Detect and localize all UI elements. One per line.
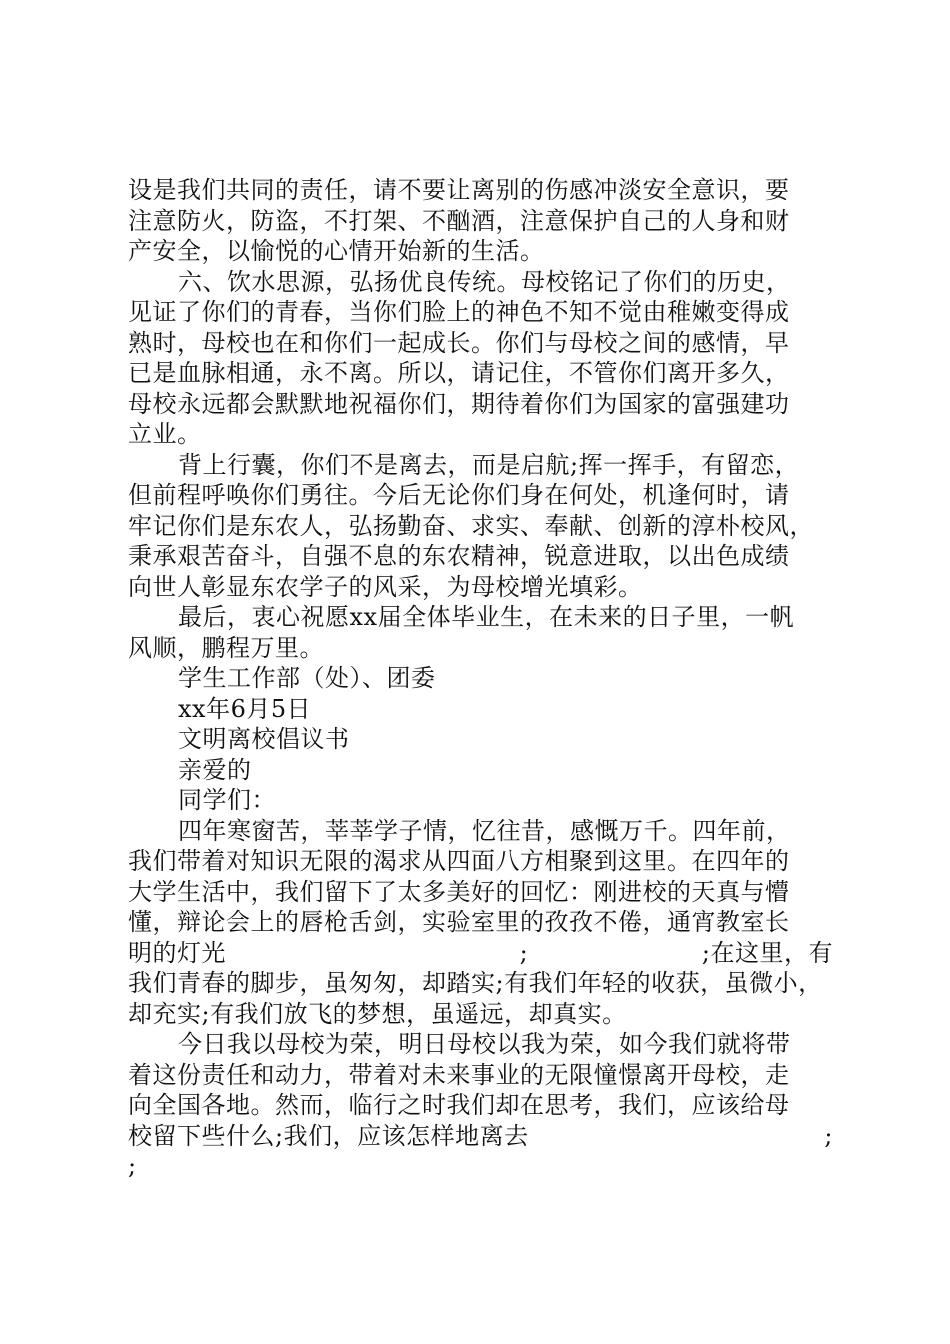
document-line: 四年寒窗苦，莘莘学子情，忆往昔，感慨万千。四年前， (178, 816, 791, 845)
text-segment: ; (824, 1121, 833, 1150)
document-line: 设是我们共同的责任，请不要让离别的伤感冲淡安全意识，要 (128, 176, 790, 204)
document-line: 但前程呼唤你们勇往。今后无论你们身在何处，机逢何时，请 (128, 481, 790, 509)
document-line: 背上行囊，你们不是离去，而是启航;挥一挥手，有留恋， (178, 450, 800, 479)
document-line: 文明离校倡议书 (178, 725, 350, 753)
document-line: 最后，衷心祝愿xx届全体毕业生，在未来的日子里，一帆 (178, 603, 795, 631)
document-line: 牢记你们是东农人，弘扬勤奋、求实、奉献、创新的淳朴校风， (128, 511, 814, 540)
text-segment: 校留下些什么;我们，应该怎样地离去 (128, 1121, 529, 1150)
document-line: 同学们： (178, 786, 276, 814)
document-line: ; (128, 1152, 137, 1180)
paragraph-block-a (128, 175, 833, 938)
document-line: 我们青春的脚步，虽匆匆，却踏实;有我们年轻的收获，虽微小， (128, 969, 823, 997)
document-line: 我们带着对知识无限的渴求从四面八方相聚到这里。在四年的 (128, 847, 790, 875)
document-line: 着这份责任和动力，带着对未来事业的无限憧憬离开母校，走 (128, 1060, 790, 1089)
paragraph-block-b (128, 968, 833, 1121)
document-line: 见证了你们的青春，当你们脸上的神色不知不觉由稚嫩变得成 (128, 298, 790, 326)
document-line: 母校永远都会默默地祝福你们，期待着你们为国家的富强建功 (128, 389, 790, 418)
split-line-leave (128, 1121, 833, 1152)
document-line: 注意防火，防盗，不打架、不酗酒，注意保护自己的人身和财 (128, 206, 790, 235)
document-line: 懂，辩论会上的唇枪舌剑，实验室里的孜孜不倦，通宵教室长 (128, 908, 790, 936)
document-line: 亲爱的 (178, 755, 252, 784)
split-line-lamp (128, 938, 833, 969)
text-segment: ;在这里，有 (701, 938, 833, 967)
document-line: 产安全，以愉悦的心情开始新的生活。 (128, 237, 545, 265)
document-line: 今日我以母校为荣，明日母校以我为荣，如今我们就将带 (178, 1030, 791, 1058)
document-line: 六、饮水思源，弘扬优良传统。母校铭记了你们的历史， (178, 267, 791, 296)
document-line: xx年6月5日 (178, 694, 312, 723)
document-line: 向世人彰显东农学子的风采，为母校增光填彩。 (128, 572, 643, 601)
document-line: 立业。 (128, 420, 202, 448)
text-segment: ; (519, 938, 529, 967)
document-line: 却充实;有我们放飞的梦想，虽遥远，却真实。 (128, 999, 627, 1028)
document-line: 熟时，母校也在和你们一起成长。你们与母校之间的感情，早 (128, 328, 790, 357)
document-line: 已是血脉相通，永不离。所以，请记住，不管你们离开多久， (128, 359, 790, 387)
document-body (128, 175, 833, 1182)
text-segment: 明的灯光 (128, 938, 226, 967)
document-line: 学生工作部（处）、团委 (178, 664, 436, 692)
document-line: 向全国各地。然而，临行之时我们却在思考，我们，应该给母 (128, 1091, 790, 1119)
document-line: 风顺，鹏程万里。 (128, 633, 324, 662)
document-line: 秉承艰苦奋斗，自强不息的东农精神，锐意进取，以出色成绩 (128, 542, 790, 570)
document-line: 大学生活中，我们留下了太多美好的回忆：刚进校的天真与懵 (128, 877, 790, 906)
